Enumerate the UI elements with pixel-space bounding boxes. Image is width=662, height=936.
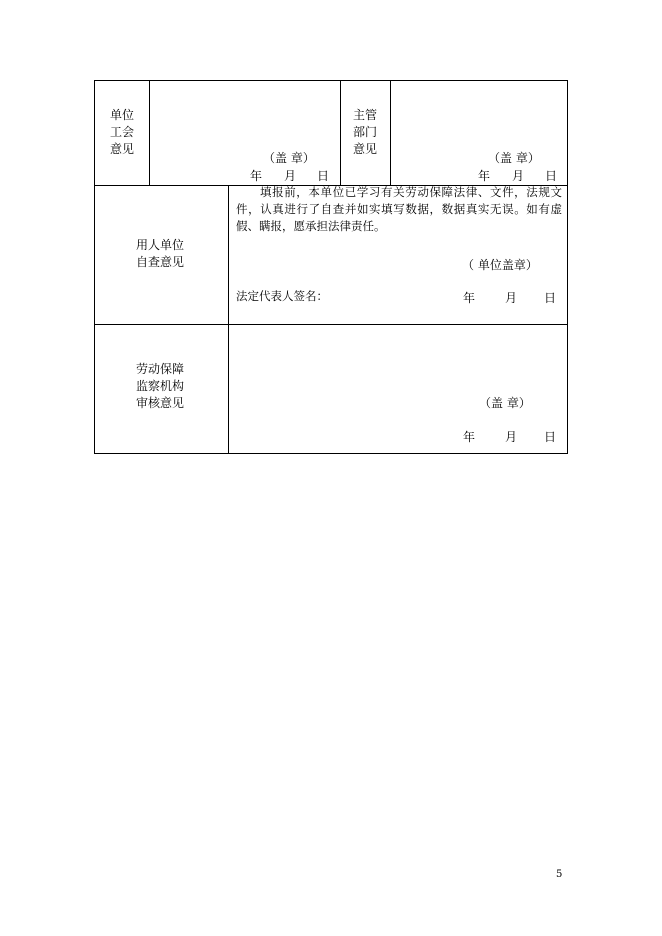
row-divider [94, 324, 568, 325]
inspection-date [463, 428, 558, 445]
employer-self-check-label: 用人单位 自查意见 [135, 238, 184, 269]
self-check-date [463, 289, 558, 306]
legal-representative-signature-label: 法定代表人签名： [236, 289, 328, 303]
date-day: 日 [545, 169, 558, 183]
date-year: 年 [463, 291, 476, 305]
union-opinion-label: 单位 工会 意见 [109, 108, 134, 156]
column-divider [390, 80, 391, 185]
page-number: 5 [556, 869, 563, 880]
column-divider [228, 185, 229, 454]
date-day: 日 [317, 169, 330, 183]
date-month: 月 [512, 169, 525, 183]
department-date [478, 167, 568, 184]
self-check-statement: 填报前，本单位已学习有关劳动保障法律、文件，法规文件，认真进行了自查并如实填写数据，数据真实无误。如有虚假、瞒报，愿承担法律责任。 [236, 185, 562, 233]
date-month: 月 [505, 291, 518, 305]
column-divider [149, 80, 150, 185]
inspection-stamp-text: （盖 章） [479, 396, 531, 410]
column-divider [340, 80, 341, 185]
employer-stamp-text: （ 单位盖章） [462, 258, 538, 272]
union-stamp-text: （盖 章） [263, 151, 315, 165]
date-year: 年 [478, 169, 491, 183]
department-stamp-text: （盖 章） [488, 151, 540, 165]
date-month: 月 [505, 430, 518, 444]
labor-inspection-opinion-label: 劳动保障 监察机构 审核意见 [135, 362, 184, 410]
department-opinion-label: 主管 部门 意见 [352, 108, 377, 156]
date-day: 日 [544, 430, 557, 444]
date-year: 年 [250, 169, 263, 183]
union-date [250, 167, 340, 184]
date-month: 月 [284, 169, 297, 183]
date-year: 年 [463, 430, 476, 444]
date-day: 日 [544, 291, 557, 305]
